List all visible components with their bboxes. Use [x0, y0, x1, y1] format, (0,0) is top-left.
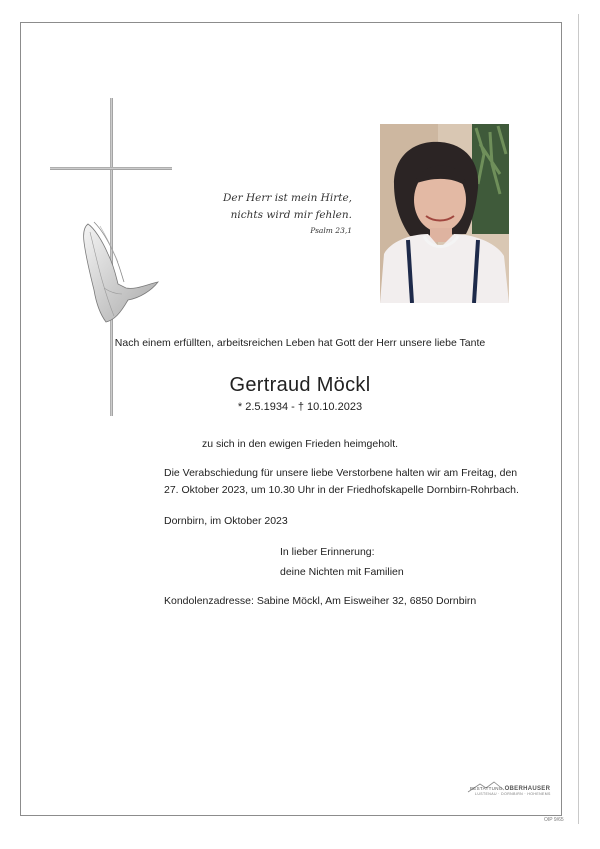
intro-text: Nach einem erfüllten, arbeitsreichen Leben hat Gott der Herr unsere liebe Tante: [114, 337, 486, 349]
peace-line: zu sich in den ewigen Frieden heimgeholt.: [201, 438, 399, 450]
farewell-line-1: Die Verabschiedung für unsere liebe Verstorbene halten wir am Freitag, den: [164, 467, 518, 479]
praying-hands-icon: [80, 218, 162, 326]
logo-tagline: LUSTENAU · DORNBIRN · HOHENEMS: [475, 792, 551, 796]
logo-prefix: BESTATTUNG: [470, 786, 503, 791]
logo-title: OBERHAUSER: [504, 786, 551, 792]
condolence-address: Kondolenzadresse: Sabine Möckl, Am Eisweiher 32, 6850 Dornbirn: [164, 595, 477, 607]
print-code: OIP 9/65: [544, 817, 564, 823]
psalm-line-1: Der Herr ist mein Hirte,: [223, 192, 352, 204]
paper-edge: [578, 14, 579, 824]
psalm-quote: [190, 190, 352, 235]
psalm-line-2: nichts wird mir fehlen.: [230, 209, 352, 221]
deceased-name: Gertraud Möckl: [229, 374, 371, 396]
psalm-reference: Psalm 23,1: [310, 226, 352, 235]
cross-bar: [50, 167, 172, 170]
portrait-photo: [380, 124, 509, 303]
death-date: † 10.10.2023: [297, 401, 363, 413]
remembrance-line-1: In lieber Erinnerung:: [280, 546, 375, 558]
place-date: Dornbirn, im Oktober 2023: [164, 515, 288, 527]
farewell-line-2: 27. Oktober 2023, um 10.30 Uhr in der Friedhofskapelle Dornbirn-Rohrbach.: [164, 484, 519, 496]
life-dates: [0, 401, 600, 413]
remembrance-line-2: deine Nichten mit Familien: [280, 566, 404, 578]
birth-date: * 2.5.1934 -: [237, 401, 295, 413]
